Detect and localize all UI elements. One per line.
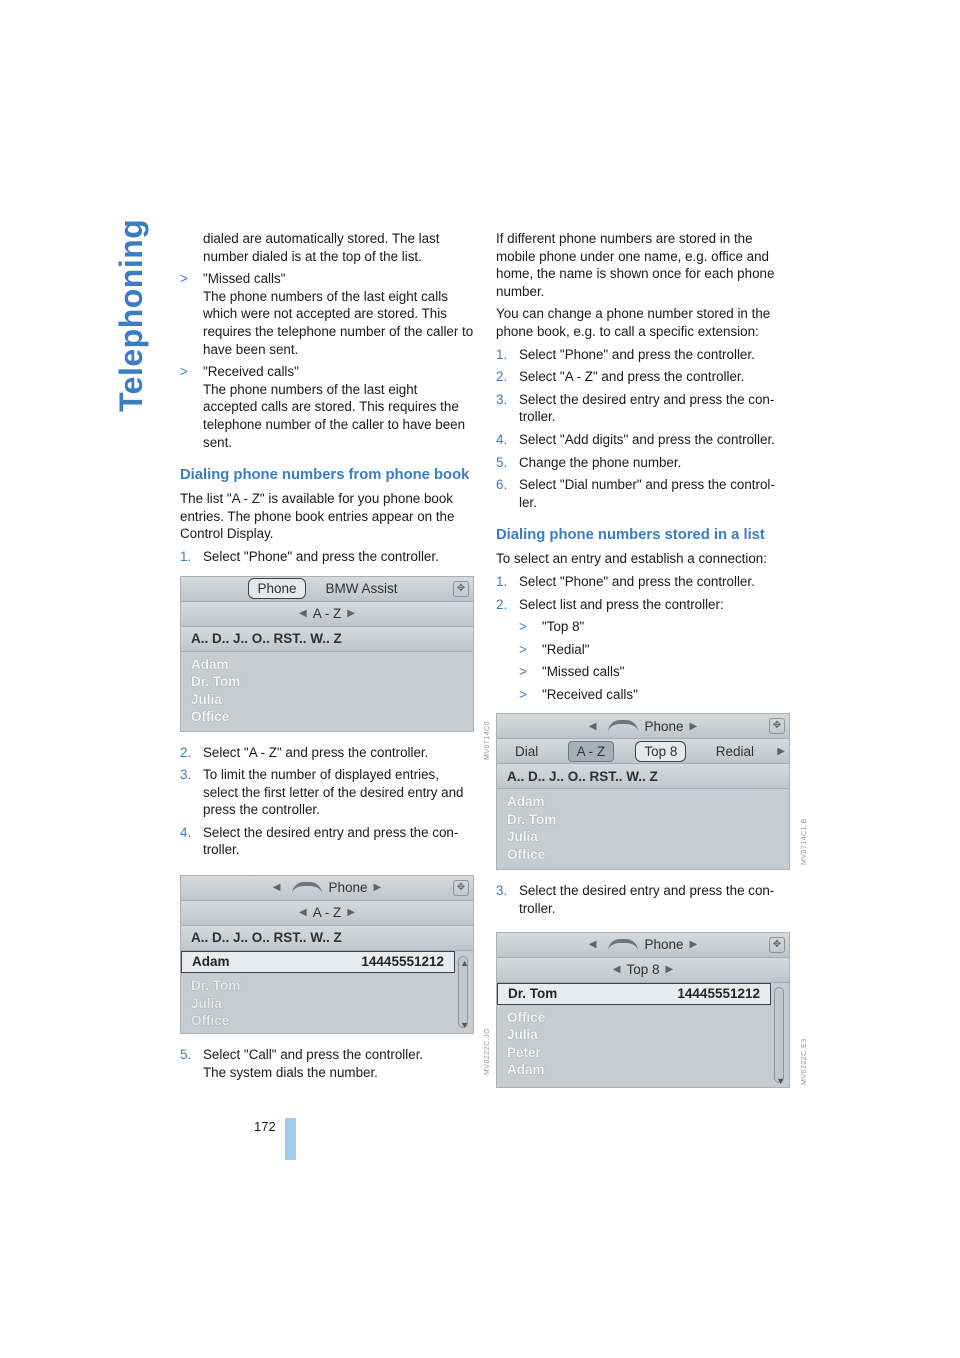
list-item[interactable]: Adam [507,1062,545,1078]
bullet-marker: > [180,271,188,287]
tab-bmw-assist[interactable]: BMW Assist [325,580,398,596]
image-code: MV0714C0 [484,720,491,760]
paragraph: To select an entry and establish a connection: [496,551,767,567]
arrow-left-icon[interactable]: ◀ [588,938,597,950]
step-item: 1. Select "Phone" and press the controller. [496,346,755,362]
arrow-left-icon[interactable]: ◀ [272,882,281,894]
page-number: 172 [254,1119,276,1134]
step-item: 3. Select the desired entry and press the con-troller. [496,883,775,917]
step-item: 1. Select "Phone" and press the controller. [180,548,439,564]
bullet-title: "Missed calls" [203,271,286,287]
screen-subtitle[interactable]: A - Z [312,905,342,921]
arrow-right-icon[interactable]: ▶ [347,907,355,919]
step-item: 2. Select "A - Z" and press the controller. [180,744,429,760]
list-item[interactable]: Peter [507,1044,541,1060]
bullet-marker: > [180,364,188,380]
selected-entry-number: 14445551212 [361,954,444,970]
list-item[interactable]: Office [191,709,230,724]
section-title-text: Telephoning [113,218,149,412]
screen-title-row [181,876,473,901]
list-item[interactable]: Julia [507,829,538,845]
selected-entry-name: Adam [192,954,230,970]
section-side-title [112,218,152,412]
tab-dial[interactable]: Dial [515,743,539,759]
step-item: 3. Select the desired entry and press the con-troller. [496,391,775,425]
list-item[interactable]: Office [507,1009,546,1025]
left-column [180,230,491,1086]
screen-title[interactable]: Phone [644,718,684,734]
list-item[interactable]: Adam [507,794,545,810]
selected-entry-name: Dr. Tom [508,985,558,1001]
step-item: 5. Change the phone number. [496,454,682,470]
phone-book-paragraph: The list "A - Z" is available for you phone book entries. The phone book entries appear on the Control Display. [180,491,455,542]
move-icon[interactable]: ✥ [769,937,785,953]
list-item[interactable]: Adam [191,656,229,672]
sub-bullet: > "Missed calls" [519,664,625,680]
arrow-right-icon[interactable]: ▶ [689,720,698,732]
screen-title[interactable]: Phone [328,880,368,896]
scroll-down-icon[interactable]: ▼ [460,1020,469,1031]
screen-subtitle[interactable]: Top 8 [626,961,660,977]
letter-selector[interactable]: A.. D.. J.. O.. RST.. W.. Z [181,926,473,951]
bullet-title: "Received calls" [203,364,299,380]
letter-selector[interactable]: A.. D.. J.. O.. RST.. W.. Z [181,627,473,652]
arrow-right-icon[interactable]: ▶ [689,938,698,950]
image-code: MV0222C.E3 [801,1038,808,1085]
tab-phone[interactable]: Phone [248,578,305,600]
arrow-left-icon[interactable]: ◀ [588,720,597,732]
arrow-right-icon[interactable]: ▶ [665,963,674,975]
screen-subtitle-row [497,958,789,983]
list-item[interactable]: Julia [191,995,222,1011]
arrow-left-icon[interactable]: ◀ [299,907,307,919]
screen-subtitle-row [181,602,473,627]
bullet-received-calls [180,363,475,451]
selected-entry-number: 14445551212 [677,985,760,1001]
bullet-text: The phone numbers of the last eight accepted calls are stored. This requires the telephone number of the caller to have been sent. [203,381,466,450]
paragraph: If different phone numbers are stored in the mobile phone under one name, e.g. office and home, the name is shown once for each phone number. [496,231,775,299]
step-item: 2. Select list and press the controller: [496,596,724,612]
handset-icon [292,882,322,894]
list-item[interactable]: Office [507,846,546,862]
tab-scroll-right-icon[interactable]: ▶ [777,745,785,757]
step-item: 4. Select the desired entry and press the con-troller. [180,824,459,858]
list-tabs [497,739,789,764]
image-code: MV0222C.JO [484,1027,491,1075]
move-icon[interactable]: ✥ [453,581,469,597]
arrow-right-icon[interactable]: ▶ [373,882,382,894]
list-item[interactable]: Julia [191,691,222,707]
arrow-left-icon[interactable]: ◀ [299,607,307,619]
entry-list [497,1005,789,1083]
step-item: 4. Select "Add digits" and press the controller. [496,431,775,447]
tab-redial[interactable]: Redial [715,743,754,759]
sub-bullet: > "Redial" [519,641,590,657]
entry-list [181,973,473,1034]
screen-title-row [497,933,789,958]
step-item: 1. Select "Phone" and press the controller. [496,573,755,589]
list-item[interactable]: Dr. Tom [507,811,557,827]
list-item[interactable]: Office [191,1013,230,1029]
step-item: 3. To limit the number of displayed entries, select the first letter of the desired entry and press the controller. [180,767,464,818]
handset-icon [608,720,638,732]
screen-subtitle-row [181,901,473,926]
sub-bullet: > "Top 8" [519,619,585,635]
heading-phone-book: Dialing phone numbers from phone book [180,467,470,484]
screen-title[interactable]: Phone [644,936,684,952]
move-icon[interactable]: ✥ [769,718,785,734]
bullet-text: The phone numbers of the last eight calls which were not accepted are stored. This requires the telephone number of the caller to have been sent. [203,288,474,357]
tab-top-8[interactable]: Top 8 [635,741,686,763]
move-icon[interactable]: ✥ [453,880,469,896]
page-marker-bar [285,1118,296,1160]
arrow-left-icon[interactable]: ◀ [612,963,621,975]
arrow-right-icon[interactable]: ▶ [347,607,355,619]
screen-top-8-list [496,932,790,1088]
entry-list [497,789,789,867]
scrollbar[interactable] [774,987,784,1083]
list-item[interactable]: Dr. Tom [191,674,241,689]
step-item: 6. Select "Dial number" and press the control-ler. [496,477,775,510]
list-item[interactable]: Julia [507,1027,538,1043]
screen-subtitle[interactable]: A - Z [312,605,342,621]
tab-a-z[interactable]: A - Z [568,741,615,763]
letter-selector[interactable]: A.. D.. J.. O.. RST.. W.. Z [497,764,789,789]
screen-title-row [497,714,789,739]
screen-a-z-list [180,875,474,1034]
step-item: 2. Select "A - Z" and press the controller. [496,369,745,385]
scroll-up-icon[interactable]: ▲ [460,958,469,969]
intro-text: dialed are automatically stored. The last number dialed is at the top of the list. [203,231,440,264]
right-column [496,230,808,1100]
screen-phone-menu [180,576,474,732]
entry-list [181,652,473,730]
step-item: 5. Select "Call" and press the controller. The system dials the number. [180,1047,424,1080]
scroll-down-icon[interactable]: ▼ [776,1075,785,1086]
paragraph: You can change a phone number stored in the phone book, e.g. to call a specific extension: [496,306,771,339]
handset-icon [608,939,638,951]
heading-list-dialing: Dialing phone numbers stored in a list [496,527,765,544]
selected-entry[interactable] [181,951,455,973]
sub-bullet: > "Received calls" [519,686,638,702]
selected-entry[interactable] [497,983,771,1005]
screen-phone-lists [496,713,790,870]
list-item[interactable]: Dr. Tom [191,978,241,994]
screen-tab-bar [181,577,473,602]
bullet-missed-calls [180,270,475,358]
image-code: MV0714C1.B [801,818,808,865]
